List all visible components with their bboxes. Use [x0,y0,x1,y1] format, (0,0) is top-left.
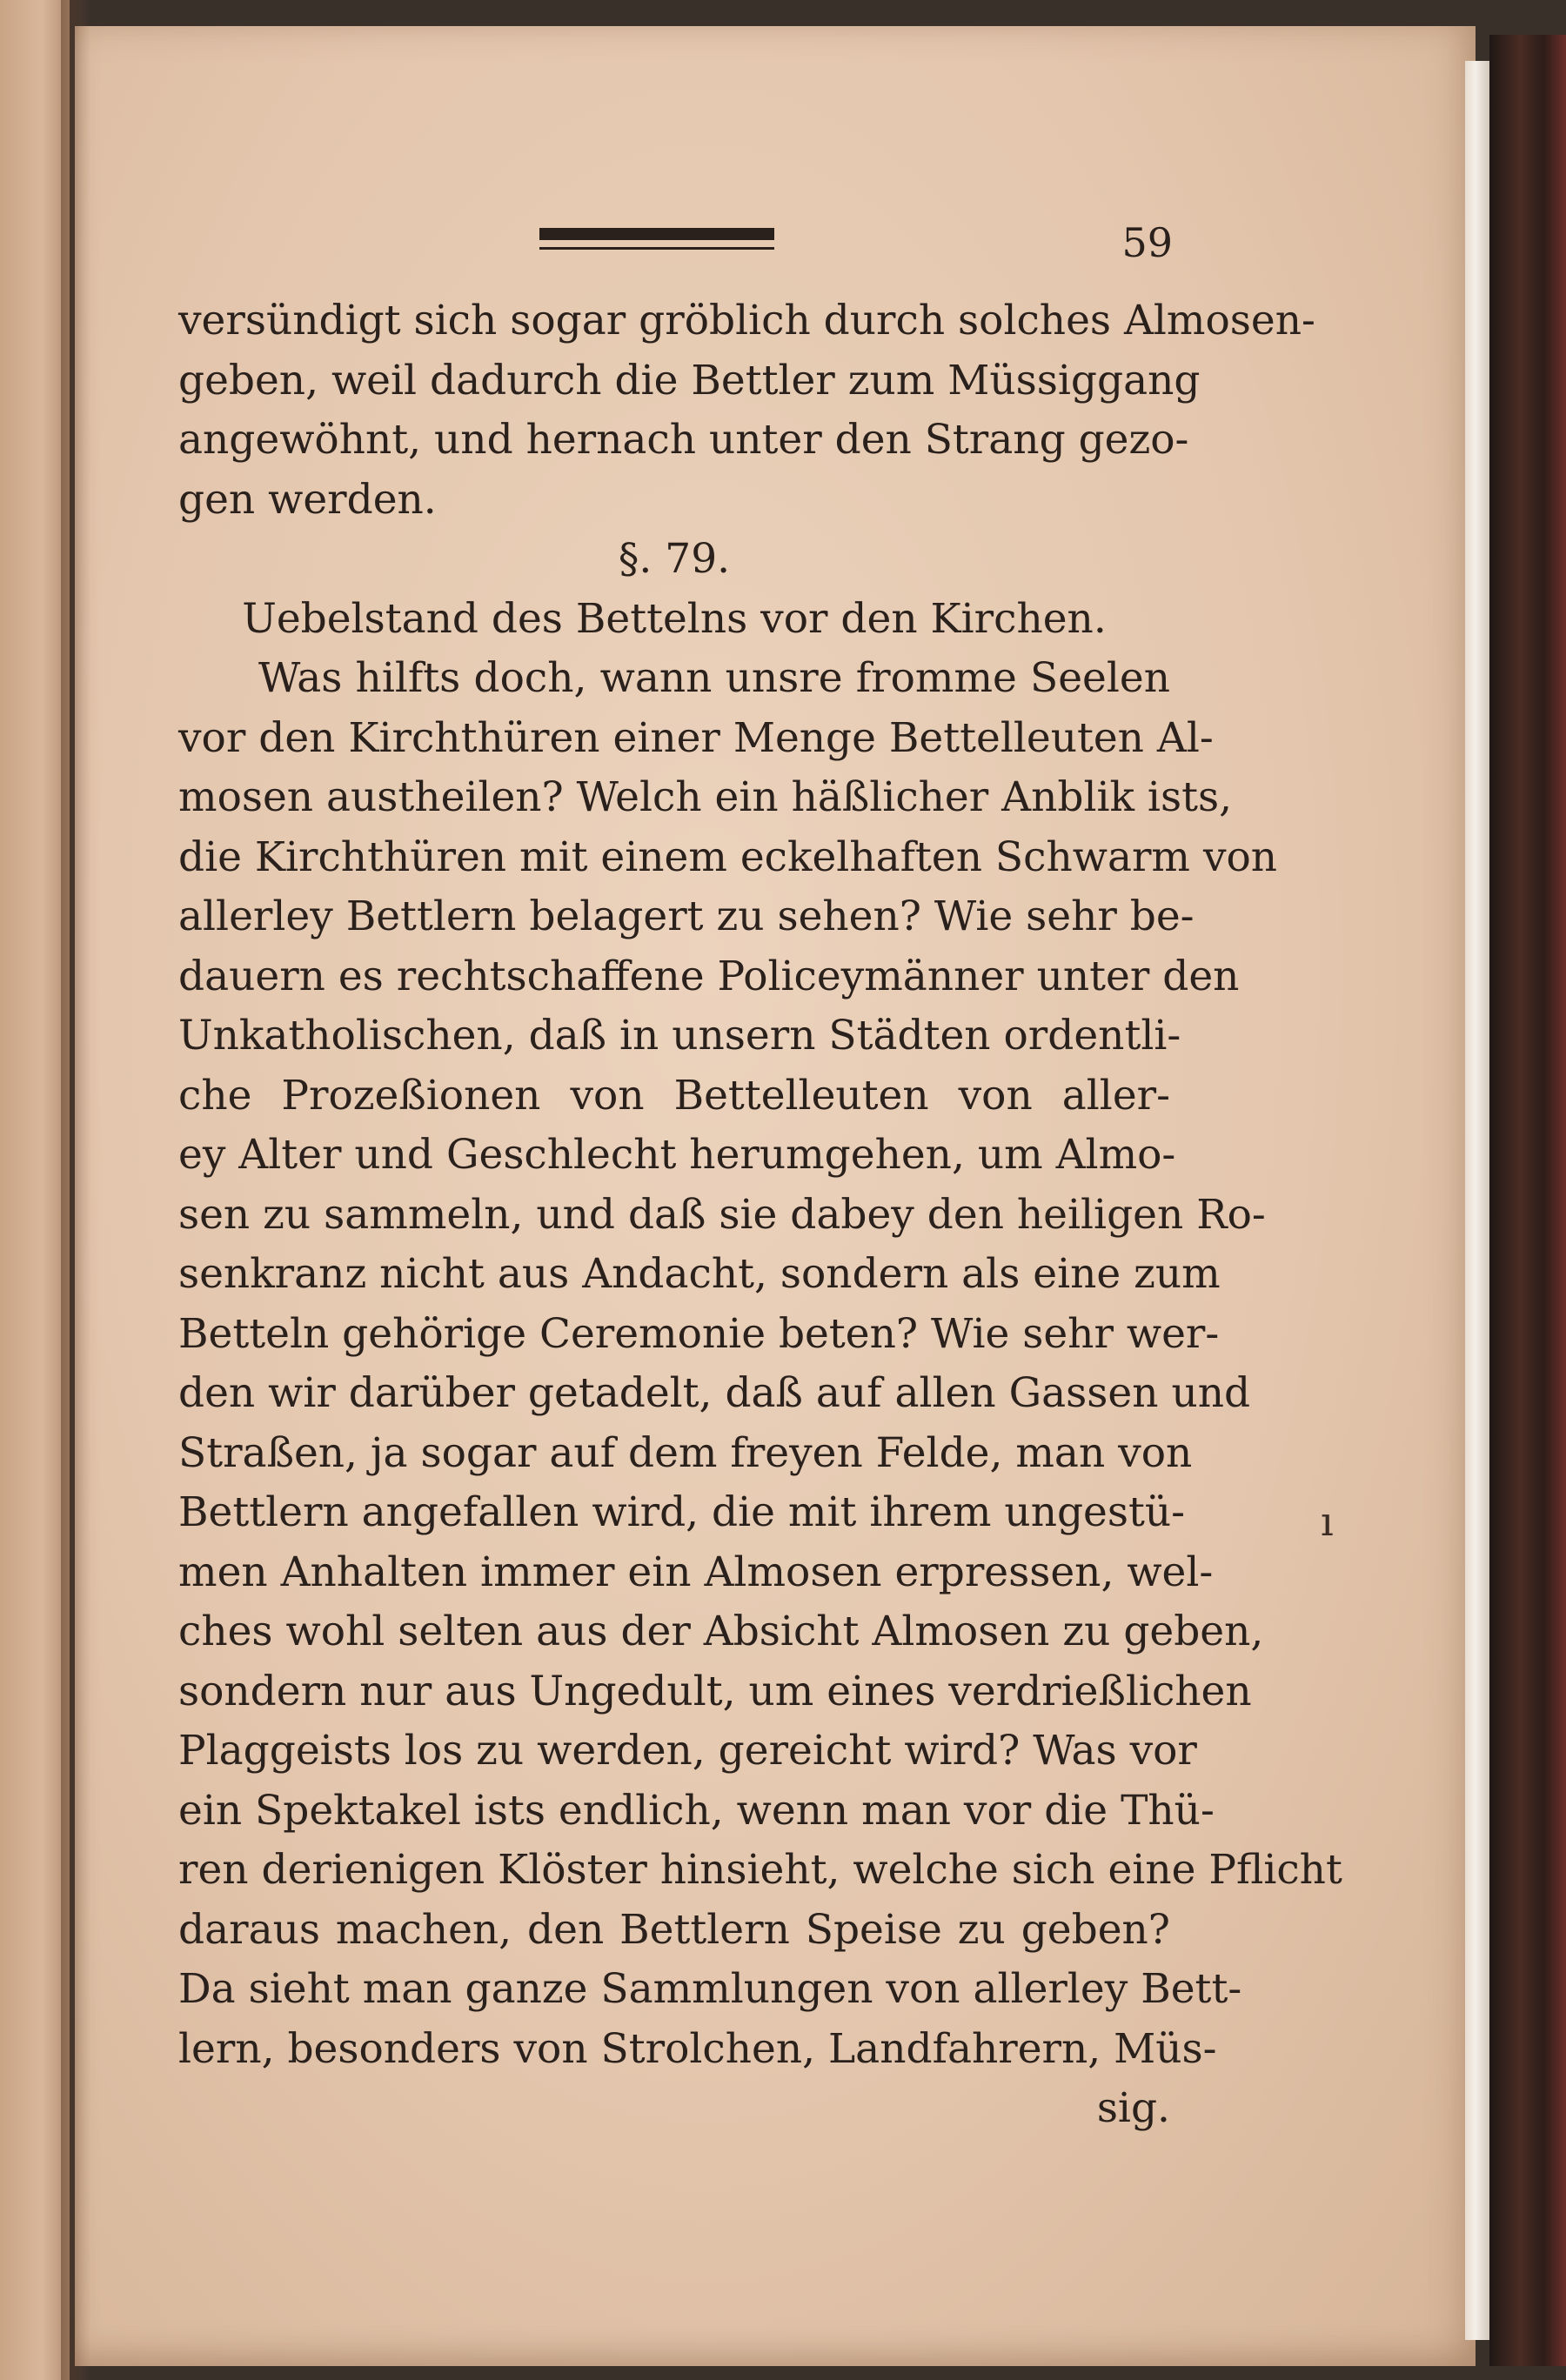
body-line: ein Spektakel ists endlich, wenn man vor die Thü- [178,1786,1215,1835]
catchword: sig. [1096,2084,1170,2132]
section-heading: Uebelstand des Bettelns vor den Kirchen. [242,594,1107,643]
body-line: Betteln gehörige Ceremonie beten? Wie sehr wer- [178,1309,1220,1358]
section-number: §. 79. [618,535,731,583]
text-line: geben, weil dadurch die Bettler zum Müssiggang [178,356,1201,404]
body-line: dauern es rechtschaffene Policeymänner unter den [178,952,1240,1000]
body-line: Da sieht man ganze Sammlungen von allerley Bett- [178,1965,1242,2013]
body-line: sondern nur aus Ungedult, um eines verdrießlichen [178,1667,1252,1715]
body-line: lern, besonders von Strolchen, Landfahrern, Müs- [178,2024,1217,2073]
body-line: che Prozeßionen von Bettelleuten von aller- [178,1071,1170,1120]
book-gutter [61,0,90,2380]
body-line: ren derienigen Klöster hinsieht, welche sich eine Pflicht [178,1846,1342,1894]
text-line: angewöhnt, und hernach unter den Strang gezo- [178,416,1189,464]
header-rule [539,228,774,240]
body-line: senkranz nicht aus Andacht, sondern als eine zum [178,1250,1221,1298]
body-line: die Kirchthüren mit einem eckelhaften Schwarm von [178,832,1278,881]
body-line: Bettlern angefallen wird, die mit ihrem ungestü- [178,1488,1186,1536]
body-line: men Anhalten immer ein Almosen erpressen, wel- [178,1548,1214,1596]
left-page-edge [0,0,70,2380]
body-line: mosen austheilen? Welch ein häßlicher Anblik ists, [178,773,1233,821]
page-stack-edge [1465,61,1491,2340]
margin-mark: ı [1321,1498,1334,1545]
body-line: Was hilfts doch, wann unsre fromme Seelen [258,654,1170,702]
body-line: Unkatholischen, daß in unsern Städten ordentli- [178,1012,1181,1060]
body-line: allerley Bettlern belagert zu sehen? Wie sehr be- [178,892,1195,940]
header-rule-thin [539,247,774,250]
body-line: vor den Kirchthüren einer Menge Bettelleuten Al- [178,713,1214,762]
page-number: 59 [1121,219,1173,266]
book-cover-edge [1489,35,1566,2366]
text-line: gen werden. [178,475,437,524]
page-text [178,291,1342,2139]
body-line: Straßen, ja sogar auf dem freyen Felde, man von [178,1428,1193,1477]
body-line: daraus machen, den Bettlern Speise zu geben? [178,1905,1170,1954]
body-line: Plaggeists los zu werden, gereicht wird? Was vor [178,1727,1197,1775]
body-line: ey Alter und Geschlecht herumgehen, um Almo- [178,1131,1176,1179]
text-line: versündigt sich sogar gröblich durch solches Almosen- [178,297,1315,344]
body-line: sen zu sammeln, und daß sie dabey den heiligen Ro- [178,1190,1266,1239]
body-line: den wir darüber getadelt, daß auf allen Gassen und [178,1369,1251,1417]
body-line: ches wohl selten aus der Absicht Almosen zu geben, [178,1608,1264,1655]
